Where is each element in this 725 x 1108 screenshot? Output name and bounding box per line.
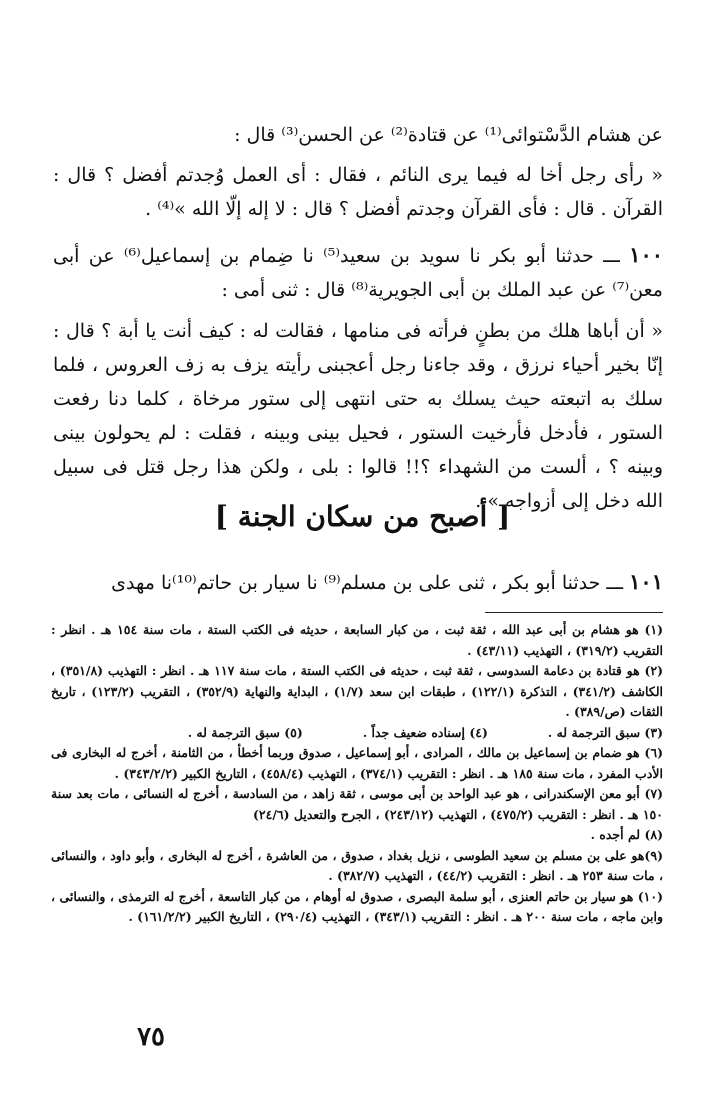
hadith-101-number: ١٠١: [629, 569, 663, 594]
hadith-100: [53, 238, 663, 307]
footnote-row-3-4: [51, 723, 663, 744]
footnote-9: (٩)هو على بن مسلم بن سعيد الطوسى ، نزيل بغداد ، صدوق ، من العاشرة ، أخرج له البخارى ، وأبو داود ، والنسائى ، مات سنة ٢٥٣ هـ . انظر : التقريب (٤٤/٢) ، التهذيب (٣٨٢/٧) .: [51, 847, 663, 883]
intro-text: عن هشام الدَّسْتوائى⁽¹⁾ عن قتادة⁽²⁾ عن الحسن⁽³⁾ قال :: [234, 124, 663, 146]
intro-line: [53, 118, 663, 152]
page-number: ٧٥: [137, 1022, 165, 1052]
footnotes: [51, 620, 663, 928]
hadith-100-number: ١٠٠: [629, 242, 664, 267]
footnote-divider: [485, 612, 663, 613]
footnote-1: (١) هو هشام بن أبى عبد الله ، ثقة ثبت ، من كبار السابعة ، حديثه فى الكتب الستة ، مات سنة ١٥٤ هـ . انظر : التقريب (٣١٩/٢) ، التهذيب (٤٣/١١) .: [51, 622, 663, 658]
hadith-101: [53, 565, 663, 600]
footnote-7: (٧) أبو معن الإسكندرانى ، هو عبد الواحد بن أبى موسى ، ثقة زاهد ، من السادسة ، أخرج له النسائى ، مات بعد سنة ١٥٠ هـ . انظر : التقريب (٤٧٥/٢) ، التهذيب (٢٤٣/١٢) ، الجرح والتعديل (٢٤/٦): [51, 786, 663, 822]
first-quote-text: « رأى رجل أخا له فيما يرى النائم ، فقال : أى العمل وُجدتم أفضل ؟ قال : القرآن . قال : فأى القرآن وجدتم أفضل ؟ قال : لا إله إلّا الله »⁽⁴⁾ .: [53, 164, 663, 220]
first-quote: [53, 158, 663, 226]
section-heading: [ أصبح من سكان الجنة ]: [214, 500, 511, 533]
footnote-5: (٥) سبق الترجمة له .: [187, 724, 303, 740]
hadith-100-text: ـــ حدثنا أبو بكر نا سويد بن سعيد⁽⁵⁾ نا ضِمام بن إسماعيل⁽⁶⁾ عن أبى معن⁽⁷⁾ عن عبد الملك بن أبى الجويرية⁽⁸⁾ قال : ثنى أمى :: [53, 245, 663, 301]
footnote-6: (٦) هو ضمام بن إسماعيل بن مالك ، المرادى ، أبو إسماعيل ، صدوق وربما أخطأ ، من الثامنة ، أخرج له البخارى فى الأدب المفرد ، مات سنة ١٨٥ هـ . انظر : التقريب (٣٧٤/١) ، التهذيب (٤٥٨/٤) ، التاريخ الكبير (٣٤٣/٢/٢) .: [51, 745, 663, 781]
footnote-2: (٢) هو قتادة بن دعامة السدوسى ، ثقة ثبت ، حديثه فى الكتب الستة ، مات سنة ١١٧ هـ . انظر : التهذيب (٣٥١/٨) ، الكاشف (٣٤١/٢) ، التذكرة (١٢٢/١) ، طبقات ابن سعد (١/٧) ، البداية والنهاية (٣٥٢/٩) ، التقريب (١٢٣/٢) ، تاريخ الثقات (ص/٣٨٩) .: [51, 663, 664, 719]
hadith-101-text: ـــ حدثنا أبو بكر ، ثنى على بن مسلم⁽⁹⁾ نا سيار بن حاتم⁽¹⁰⁾نا مهدى: [111, 572, 624, 594]
footnote-4: (٤) إسناده ضعيف جداً .: [362, 724, 488, 740]
hadith-101-paragraph: [53, 565, 663, 600]
hadith-100-paragraph: [53, 238, 663, 307]
footnote-10: (١٠) هو سيار بن حاتم العنزى ، أبو سلمة البصرى ، صدوق له أوهام ، من كبار التاسعة ، أخرج له الترمذى ، والنسائى ، وابن ماجه ، مات سنة ٢٠٠ هـ . انظر : التقريب (٣٤٣/١) ، التهذيب (٢٩٠/٤) ، التاريخ الكبير (١٦١/٢/٢) .: [51, 888, 663, 924]
second-quote-text: « أن أباها هلك من بطنٍ فرأته فى منامها ، فقالت له : كيف أنت يا أبة ؟ قال : إنّا بخير أحياء نرزق ، وقد جاءنا رجل أعجبنى رأيته يزف به زف العروس ، فلما سلك به اتبعته حيث يسلك به حتى انتهى إلى ستور مرخاة ، كلما دنا رفعت الستور ، فأدخل فأرخيت الستور ، فحيل بينى وبينه ، فقلت : لم يحولون بينى وبينه ؟ ، ألست من الشهداء ؟!! قالوا : بلى ، ولكن هذا رجل قتل فى سبيل الله دخل إلى أزواجه » .: [53, 320, 663, 512]
footnote-8: (٨) لم أجده .: [590, 827, 663, 842]
footnote-3: (٣) سبق الترجمة له .: [547, 724, 663, 740]
second-quote: [53, 314, 663, 518]
